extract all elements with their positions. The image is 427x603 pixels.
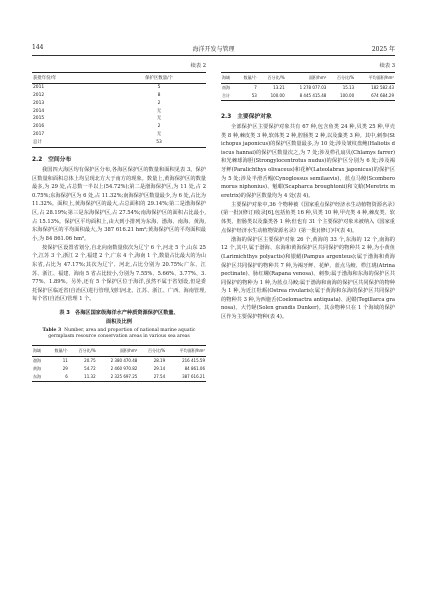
table-3 [32, 345, 206, 382]
table-cell: 15.13 [342, 85, 355, 90]
table2-continued-label: 续表 2 [190, 63, 206, 69]
table3-caption-zh-line2: 面积及比例 [106, 319, 132, 325]
table-cell: 1 278 077.03 [299, 85, 327, 90]
table3-continued-body [221, 84, 395, 101]
table-cell: 2017 [33, 132, 45, 138]
table-header-cell: 百分比/% [138, 345, 166, 356]
table-cell: 216 415.59 [182, 357, 205, 363]
table-row [32, 123, 206, 131]
table-row [32, 108, 206, 116]
table3-caption-zh: 表 3 各海区国家级海洋水产种质资源保护区数量、 [59, 310, 179, 316]
table-cell: 合计 [221, 92, 236, 101]
table-cell: 674 684.29 [355, 92, 395, 101]
table2-header-count: 保护区数量/个 [112, 73, 206, 84]
table-cell: 2012 [33, 92, 45, 98]
table-cell: 黄海 [33, 365, 41, 371]
table-cell: 53 [112, 139, 206, 147]
table-cell: 2016 [33, 124, 45, 130]
table-cell: 182 582.43 [371, 85, 394, 90]
table-cell: 13.21 [273, 85, 285, 90]
table2-body [32, 84, 206, 148]
table-cell: 100.00 [327, 92, 355, 101]
table3-caption-en-label: Table 3 [42, 328, 62, 333]
table-cell: 29.14 [153, 365, 166, 371]
section-heading-2-2: 2.2 空间分布 [32, 157, 72, 163]
paragraph: 按保护区设置省划分,自北向南数量依次为辽宁 6 个,河北 5 个,山东 25 个,江苏 3 个,浙江 2 个,福建 2 个,广东 4 个,海南 1 个,数量占比最大的为山东省,占比为 47.17%;其次为辽宁、河北,占比分别为 20.75%;广东、江苏、浙江、福建、海南 5 省占比较小,分别为 7.55%、5.66%、3.77%、3.77%、1.89%。另外,还有 5 个保护区位于海洋,虽然不属于省划设,但是委托保护区临近省(自治区)进行管理,划归河北、江苏、浙江、广西、海南管理,每个省(自治区)管理 1 个。 [32, 244, 206, 303]
table3-caption-en [32, 328, 206, 341]
table-header-cell: 海域 [32, 345, 47, 356]
table-row [32, 100, 206, 108]
paragraph: 主要保护对象中,36 个物种被《国家重点保护经济水生动植物资源名录》(第一批)(修订)收录[6],包括鱼类 16 种,贝类 10 种,甲壳类 4 种,棘皮类、软体类、腔肠类以及藻类各 1 种;但也有 31 个主要保护对象未被纳入《国家重点保护经济水生动植物资源名录》(第一批)(修订)中(表 4)。 [221, 201, 395, 234]
table-cell: 总计 [32, 139, 112, 147]
paragraph: 渤海的保护区主要保护对象 26 个,黄海的 33 个,东海的 12 个,南海的 12 个,其中,属于渤海、东海和黄海保护区共同保护的物种共 2 种,为小黄鱼(Larimichthys polyactis)和银鲳(Pampus argenteus);属于渤海和黄海保护区共同保护的物种共 7 种,为褐牙鲆、花鲈、蓝点马鲛、栉江珧(Atrina pectinate)、脉红螺(Rapana venosa)、刺参;属于渤海和东海的保护区共同保护的物种为 1 种,为蓝点马鲛;属于渤海和南海的保护区共同保护的物种为 1 种,为近江牡蛎(Ostrea rivularis);属于黄海和东海的保护区共同保护的物种共 3 种,为西施舌(Coelomactra antiquata)、泥蚶(Tegillarca granosa)、大竹蛏(Solen grandis Dunker)。其余物种只在 1 个海域的保护区作为主要保护物种(表 4)。 [221, 236, 395, 321]
table-cell: 53 [236, 92, 258, 101]
table-header-cell: 面积/hm² [286, 73, 328, 84]
paragraph: 全部保护区主要保护对象共有 67 种,包含鱼类 24 种,贝类 25 种,甲壳类 8 种,棘皮类 3 种,软体类 2 种,腔肠类 2 种,以及藻类 3 种。其中,刺参(Stichopus japonicus)的保护区数量最多,为 10 处;涉及皱纹盘鲍(Haliotis discus hannai)的保护区数量次之,为 7 处;涉及栉孔扇贝(Chlamys farrer)和光棘球海胆(Strongylocentrotus nudus)的保护区分别为 6 处;涉及褐牙鲆(Paralichthys olivaceus)和花鲈(Lateolabrax japonicus)的保护区为 5 处;涉及半滑舌鳎(Cynoglossus semilaevis)、蓝点马鲛(Scomberomorus niphonius)、魁蚶(Scapharca broughtonii)和文蛤(Meretrix meretrix)的保护区数量均为 4 处(表 4)。 [221, 124, 395, 199]
table-row [221, 92, 395, 101]
left-column [32, 62, 206, 382]
table-row [32, 373, 206, 382]
table-cell: 5 [157, 84, 161, 90]
table-cell: 11 [62, 357, 68, 363]
table3-caption-en-text: Number, area and proportion of national marine aquatic germplasm resource conservation areas in various sea areas [48, 328, 196, 340]
table-cell: 无 [156, 108, 162, 114]
page-number: 144 [32, 44, 44, 51]
table-header-cell: 海域 [221, 73, 236, 84]
table-row [221, 84, 395, 93]
table-header-cell: 平均面积/hm² [166, 345, 206, 356]
table-cell: 29 [62, 365, 68, 371]
table-cell: 渤海 [33, 357, 41, 363]
table-cell: 8 [157, 92, 161, 98]
table-cell: 8 445 415.48 [286, 92, 328, 101]
table-cell: 27.54 [138, 373, 166, 382]
table-row [32, 116, 206, 124]
table3-continued-label: 续表 3 [379, 63, 395, 69]
journal-year: 2025 年 [371, 46, 395, 53]
table2-header-year: 获批年份/年 [32, 73, 112, 84]
table-row [32, 92, 206, 100]
table-cell: 2 460 970.82 [110, 365, 138, 371]
table-header-cell: 平均面积/hm² [355, 73, 395, 84]
running-header [32, 44, 395, 54]
table-cell: 2015 [33, 116, 45, 122]
table-cell: 无 [156, 132, 162, 138]
table-cell: 2 [157, 100, 161, 106]
table-cell: 28.19 [153, 357, 166, 363]
table-header-cell: 数量/个 [47, 345, 69, 356]
table-row [32, 139, 206, 147]
table-row [32, 356, 206, 365]
journal-title: 海洋开发与管理 [192, 46, 235, 53]
table-cell: 2013 [33, 100, 45, 106]
table-cell: 20.75 [84, 357, 96, 363]
table-header-cell: 百分比/% [258, 73, 286, 84]
table-cell: 2011 [33, 84, 45, 90]
table-header-cell: 数量/个 [236, 73, 258, 84]
table-header-cell: 面积/hm² [97, 345, 139, 356]
table-2-continued [32, 72, 206, 148]
table-cell: 6 [47, 373, 69, 382]
table-header-cell: 百分比/% [327, 73, 355, 84]
table-cell: 无 [156, 116, 162, 122]
table-row [32, 131, 206, 139]
table3-body [32, 356, 206, 381]
table-header-cell: 百分比/% [69, 345, 97, 356]
table-cell: 11.32 [69, 373, 97, 382]
right-column [221, 62, 395, 322]
table-cell: 2 325 697.25 [97, 373, 139, 382]
table-3-continued [221, 72, 395, 101]
table-cell: 100.00 [258, 92, 286, 101]
table-cell: 7 [254, 85, 257, 90]
section-heading-2-3: 2.3 主要保护对象 [221, 114, 272, 120]
paragraph: 我国四大海区均有保护区分布,各海区保护区的数量和面积见表 3。保护区数量和面积总体上均呈现北方大于南方的现象。数量上,黄海保护区的数量最多,为 29 处,占总数一半以上(54.72%);第二是渤海保护区,为 11 处,占 20.75%;东海保护区为 6 处,占 11.32%;南海保护区数量最少,为 6 处,占比为 11.32%。面积上,黄海保护区的最大,占总面积的 29.14%;第二是渤海保护区,占 28.19%;第三是东海保护区,占 27.54%;南海保护区的面积占比最小,占 15.13%。保护区平均面积上,由大到小排列为东海、渤海、南海、黄海,东海保护区的平均面积最大,为 387 616.21 hm²;黄海保护区的平均面积最小,为 84 861.06 hm²。 [32, 167, 206, 242]
table-cell: 东海 [32, 373, 47, 382]
table-cell: 2 [157, 124, 161, 130]
header-rule [32, 55, 395, 56]
table-cell: 54.72 [84, 365, 96, 371]
table-cell: 84 861.06 [184, 365, 205, 371]
table3-caption [32, 309, 206, 341]
table-cell: 2 380 470.48 [110, 357, 138, 363]
table-cell: 387 616.21 [166, 373, 206, 382]
table-cell: 2014 [33, 108, 45, 114]
table-row [32, 365, 206, 373]
table-row [32, 84, 206, 92]
table-cell: 南海 [222, 85, 230, 90]
